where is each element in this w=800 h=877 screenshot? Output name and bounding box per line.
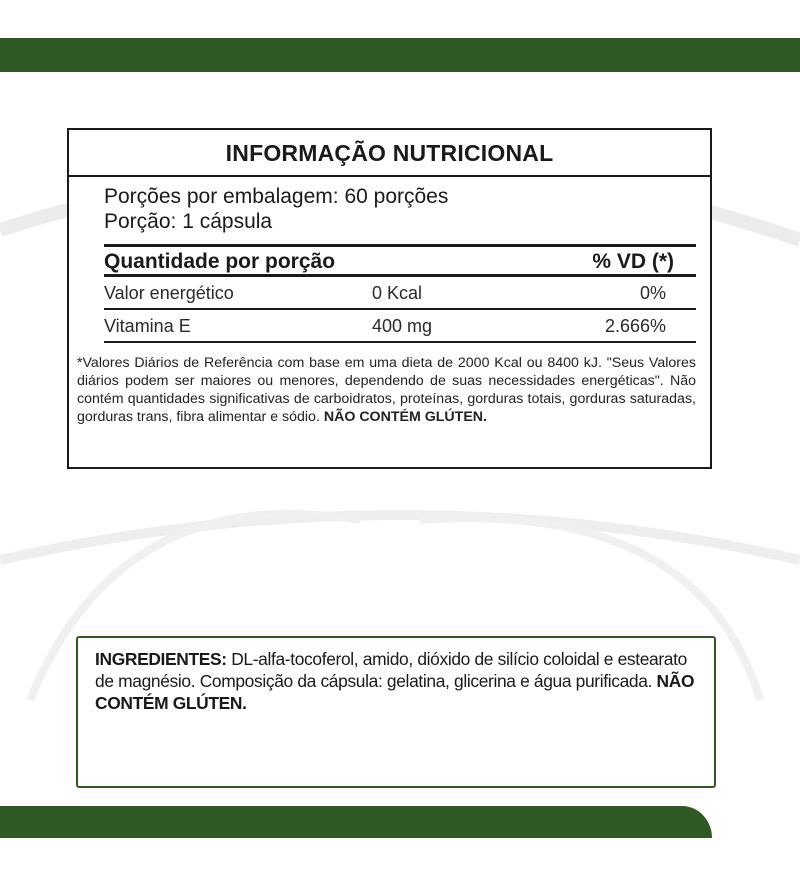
servings-per-package: Porções por embalagem: 60 porções xyxy=(104,185,449,208)
portions-block xyxy=(69,177,710,244)
footnote-text: *Valores Diários de Referência com base em uma dieta de 2000 Kcal ou 8400 kJ. "Seus Valores diários podem ser maiores ou menores, dependendo de suas necessidades energéticas". Não contém quantidades significativas de carboidratos, proteínas, gorduras totais, gorduras saturadas, gorduras trans, fibra alimentar e sódio. xyxy=(77,355,696,425)
top-green-band xyxy=(0,38,800,72)
ingredients-list: DL-alfa-tocoferol, amido, dióxido de silício coloidal e estearato de magnésio. Composição da cápsula: gelatina, glicerina e água purificada. xyxy=(95,649,687,691)
nutrition-title: INFORMAÇÃO NUTRICIONAL xyxy=(69,130,710,177)
nutrient-vd: 2.666% xyxy=(604,316,666,336)
quantity-header: Quantidade por porção xyxy=(104,250,336,273)
footnote xyxy=(77,354,696,426)
table-row xyxy=(104,310,696,343)
nutrient-name: Vitamina E xyxy=(104,316,191,336)
vd-header: % VD (*) xyxy=(592,250,674,273)
ingredients-text-block xyxy=(95,648,700,714)
ingredients-box xyxy=(76,636,716,788)
nutrient-vd: 0% xyxy=(639,283,666,303)
ingredients-label: INGREDIENTES: xyxy=(95,649,227,669)
bottom-green-band xyxy=(0,806,712,838)
nutrient-amount: 400 mg xyxy=(372,316,433,336)
table-header-row xyxy=(104,244,696,277)
nutrition-facts-table xyxy=(67,128,712,469)
serving-size: Porção: 1 cápsula xyxy=(104,210,273,233)
nutrient-amount: 0 Kcal xyxy=(372,283,423,303)
nutrient-name: Valor energético xyxy=(104,283,234,303)
footnote-gluten-warning: NÃO CONTÉM GLÚTEN. xyxy=(323,409,487,425)
table-row xyxy=(104,277,696,310)
ingredients-gluten-warning: NÃO CONTÉM GLÚTEN. xyxy=(95,671,695,713)
